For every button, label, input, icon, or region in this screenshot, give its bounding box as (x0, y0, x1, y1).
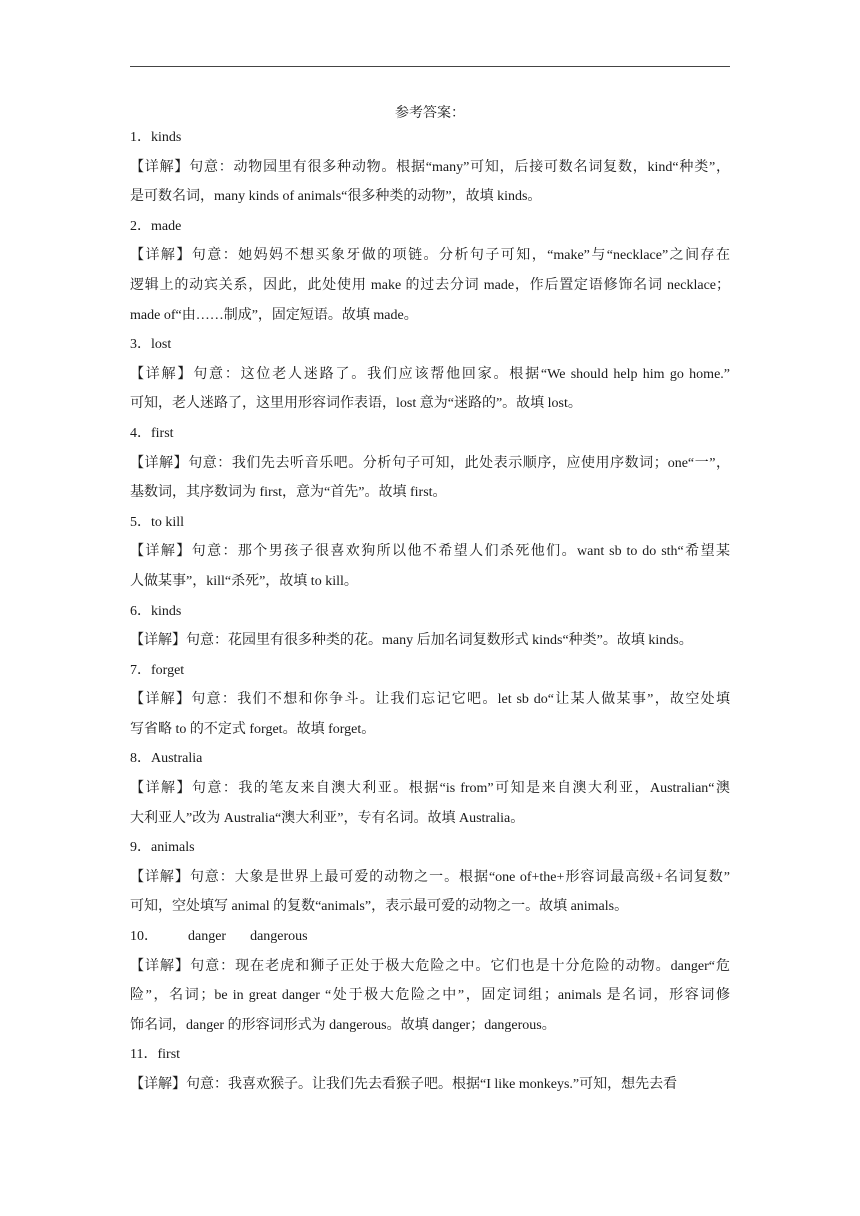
answer-number: 1． (130, 130, 151, 145)
explanation-line: 逻辑上的动宾关系，因此，此处使用 make 的过去分词 made，作后置定语修饰名词 necklace； (130, 277, 730, 293)
explanation-line: 可知，空处填写 animal 的复数“animals”，表示最可爱的动物之一。故填 animals。 (130, 899, 629, 915)
answer-text: kinds (151, 603, 182, 619)
answer-text: first (157, 1047, 181, 1063)
answer-number: 2． (130, 218, 151, 234)
explanation-line: 【详解】句意：动物园里有很多种动物。根据“many”可知，后接可数名词复数，kind“种类”， (130, 159, 730, 175)
answer-line (130, 330, 730, 360)
answer-line (130, 123, 730, 153)
answer-text-second: dangerous (250, 929, 308, 945)
explanation-line: 【详解】句意：花园里有很多种类的花。many 后加名词复数形式 kinds“种类”。故填 kinds。 (130, 633, 693, 649)
answer-number: 11． (130, 1047, 158, 1063)
answer-line (130, 744, 730, 774)
explanation-line: 饰名词，danger 的形容词形式为 dangerous。故填 danger；dangerous。 (130, 1017, 556, 1033)
explanation-line: 险”，名词；be in great danger “处于极大危险之中”，固定词组；animals 是名词，形容词修 (130, 988, 730, 1004)
explanation-line: 【详解】句意：我们不想和你争斗。让我们忘记它吧。let sb do“让某人做某事”，故空处填 (130, 692, 730, 708)
answer-text: to kill (151, 514, 185, 530)
explanation-line: 【详解】句意：我喜欢猴子。让我们先去看猴子吧。根据“I like monkeys.”可知，想先去看 (130, 1077, 678, 1092)
answer-number: 5． (130, 514, 151, 530)
explanation-line: 【详解】句意：那个男孩子很喜欢狗所以他不希望人们杀死他们。want sb to do sth“希望某 (130, 544, 730, 560)
explanation-line: 人做某事”，kill“杀死”，故填 to kill。 (130, 573, 358, 589)
answer-number: 9． (130, 840, 151, 856)
explanation-line: 【详解】句意：她妈妈不想买象牙做的项链。分析句子可知，“make”与“necklace”之间存在 (130, 248, 730, 264)
explanation-line: 【详解】句意：现在老虎和狮子正处于极大危险之中。它们也是十分危险的动物。danger“危 (130, 958, 730, 974)
explanation-line: 写省略 to 的不定式 forget。故填 forget。 (130, 721, 376, 737)
answer-number: 10． (130, 929, 158, 945)
answer-text: animals (151, 840, 195, 856)
answer-text: Australia (151, 751, 203, 767)
answer-line (130, 1040, 730, 1070)
explanation-line: 【详解】句意：这位老人迷路了。我们应该帮他回家。根据“We should help him go home.” (130, 366, 730, 382)
header-rule (130, 66, 730, 67)
answer-line (130, 656, 730, 686)
answer-text: first (151, 425, 174, 441)
explanation-line: 是可数名词，many kinds of animals“很多种类的动物”，故填 kinds。 (130, 189, 542, 205)
answer-line (130, 508, 730, 538)
answer-text: forget (151, 662, 185, 678)
answer-text: kinds (151, 130, 182, 145)
explanation-line: made of“由……制成”，固定短语。故填 made。 (130, 307, 418, 323)
answer-text: danger (188, 929, 227, 945)
explanation-line: 【详解】句意：我们先去听音乐吧。分析句子可知，此处表示顺序，应使用序数词；one“一”， (130, 455, 730, 471)
page-title: 参考答案： (395, 106, 465, 121)
answer-number: 8． (130, 751, 151, 767)
answer-number: 3． (130, 337, 151, 353)
answer-line (130, 212, 730, 242)
answer-line (130, 597, 730, 627)
answer-line (130, 922, 730, 952)
explanation-line: 可知，老人迷路了，这里用形容词作表语，lost 意为“迷路的”。故填 lost。 (130, 396, 582, 412)
explanation-line: 基数词，其序数词为 first，意为“首先”。故填 first。 (130, 485, 447, 501)
answer-number: 4． (130, 425, 151, 441)
answer-text: lost (151, 337, 172, 353)
explanation-line: 【详解】句意：我的笔友来自澳大利亚。根据“is from”可知是来自澳大利亚，Australian“澳 (130, 781, 730, 797)
answer-line (130, 419, 730, 449)
answer-line (130, 833, 730, 863)
answer-number: 6． (130, 603, 151, 619)
answer-number: 7． (130, 662, 151, 678)
answer-text: made (151, 218, 182, 234)
explanation-line: 大利亚人”改为 Australia“澳大利亚”，专有名词。故填 Australia。 (130, 810, 525, 826)
explanation-line: 【详解】句意：大象是世界上最可爱的动物之一。根据“one of+the+形容词最高级+名词复数” (130, 869, 730, 885)
answer-list (130, 123, 730, 1100)
